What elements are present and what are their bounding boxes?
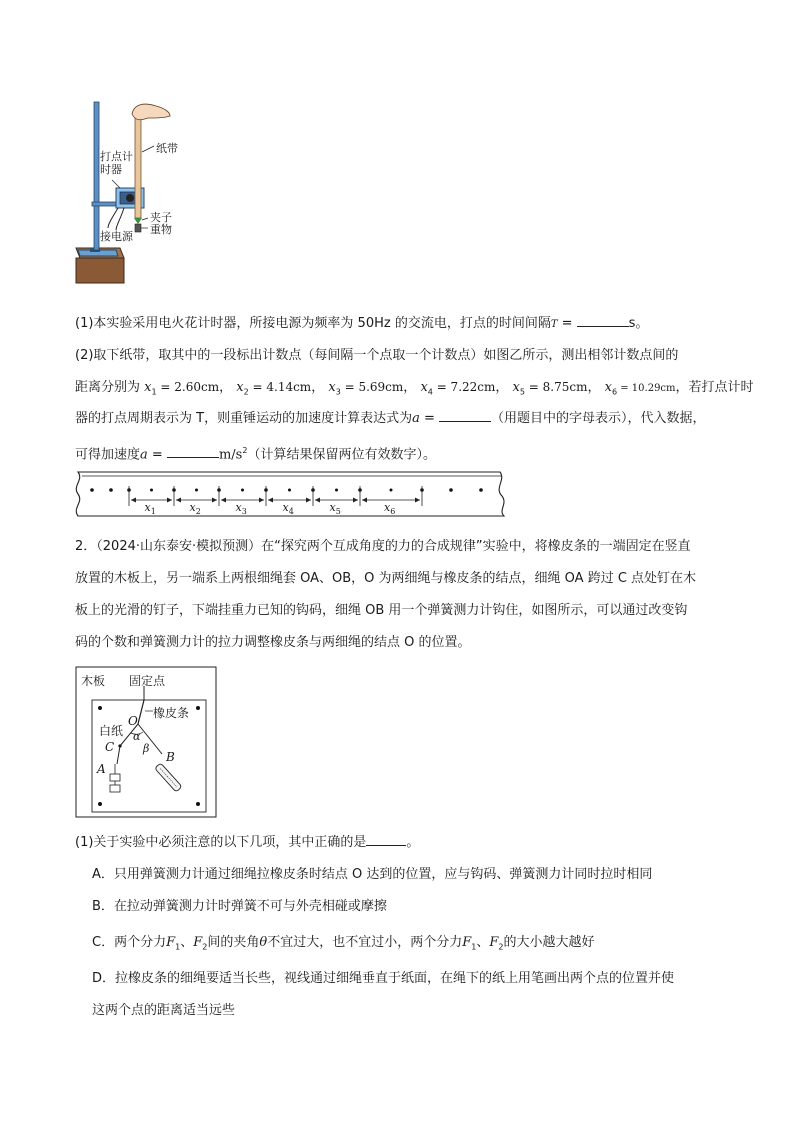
- q1-part2-line3-suffix: （用题目中的字母表示），代入数据，: [491, 411, 706, 426]
- tape-span-subscript: 4: [288, 507, 294, 517]
- fixed-point-label: 固定点: [129, 674, 166, 688]
- timer-label-1: 打点计: [100, 150, 133, 163]
- option-c-prefix: C．两个分力: [92, 935, 167, 950]
- distance-symbol: x: [144, 380, 152, 395]
- answer-blank-acceleration[interactable]: [167, 445, 219, 458]
- tape-dot: [449, 488, 453, 492]
- beta-label: β: [143, 742, 150, 755]
- distance-subscript: 5: [519, 387, 525, 397]
- accel-unit-sup: 2: [242, 446, 248, 455]
- distance-symbol: x: [512, 380, 520, 395]
- tape-span-subscript: 5: [335, 507, 341, 517]
- clip-label: 夹子: [150, 211, 172, 224]
- tape-dot: [390, 489, 393, 492]
- tape-span-subscript: 1: [150, 507, 156, 517]
- distance-separator: ，: [587, 380, 605, 395]
- paper-label: 白纸: [99, 724, 124, 738]
- option-c-sep: 、: [180, 935, 194, 950]
- tape-span-subscript: 3: [241, 507, 247, 517]
- distance-item: [513, 380, 588, 395]
- tape-span-subscript: 2: [195, 507, 201, 517]
- tape-span-symbol: x: [189, 501, 196, 514]
- q1-part2-line1: (2)取下纸带，取其中的一段标出计数点（每间隔一个点取一个计数点）如图乙所示，测出相邻计数点间的: [75, 348, 679, 363]
- q1-part2-line4: 可得加速度$a = m/s^2$（计算结果保留两位有效数字）。: [75, 446, 436, 463]
- force-F1-sub: 1: [175, 942, 181, 952]
- distance-item: [420, 380, 495, 395]
- q2-line4: 码的个数和弹簧测力计的拉力调整橡皮条与两细绳的结点 O 的位置。: [75, 635, 471, 650]
- option-c[interactable]: [92, 933, 594, 958]
- tape-span-label: [384, 501, 395, 516]
- q1-part1: [75, 314, 648, 335]
- distance-item: [144, 380, 219, 395]
- var-a: a: [412, 411, 420, 426]
- point-A-label: A: [97, 762, 106, 776]
- tape-dot: [335, 489, 338, 492]
- q1-eq: =: [557, 316, 577, 331]
- option-b[interactable]: B．在拉动弹簧测力计时弹簧不可与外壳相碰或摩擦: [92, 899, 387, 914]
- distance-subscript: 3: [335, 387, 341, 397]
- distance-list: [144, 380, 675, 395]
- q2-sub-question: [75, 833, 419, 853]
- q1-part2-line2: [75, 377, 754, 403]
- tape-label: 纸带: [156, 142, 178, 155]
- q1-unit: s。: [628, 316, 649, 331]
- apparatus-drawing: [72, 100, 212, 285]
- force-board-figure: [75, 666, 217, 818]
- tape-span-subscript: 6: [390, 507, 396, 517]
- q2-line1: 2．（2024·山东泰安·模拟预测）在“探究两个互成角度的力的合成规律”实验中，将橡皮条的一端固定在竖直: [75, 539, 691, 554]
- distance-separator: ，: [495, 380, 513, 395]
- distance-separator: ，: [403, 380, 421, 395]
- tape-span-symbol: x: [235, 501, 242, 514]
- q2-line2: 放置的木板上，另一端系上两根细绳套 OA、OB，O 为两细绳与橡皮条的结点，细绳 OA 跨过 C 点处钉在木: [75, 571, 697, 586]
- q2-sub-question-text: (1)关于实验中必须注意的以下几项，其中正确的是: [75, 835, 367, 850]
- distance-symbol: x: [328, 380, 336, 395]
- answer-blank-expression[interactable]: [439, 409, 491, 422]
- tape-dot: [288, 489, 291, 492]
- distance-separator: ，: [219, 380, 237, 395]
- distance-value: = 5.69cm: [340, 380, 404, 394]
- var-a-2: a: [140, 447, 148, 463]
- option-c-sep-b: 、: [476, 935, 490, 950]
- tape-figure: [74, 468, 514, 524]
- q2-line3: 板上的光滑的钉子，下端挂重力已知的钩码，细绳 OB 用一个弹簧测力计钩住，如图所示，可以通过改变钩: [75, 603, 688, 618]
- force-F1: F: [166, 935, 176, 950]
- distance-subscript: 1: [151, 387, 157, 397]
- q1-part2-line4-suffix: （计算结果保留两位有效数字）。: [247, 447, 436, 463]
- q1-part2-line2-suffix: ，若打点计时: [675, 380, 754, 395]
- option-a[interactable]: A．只用弹簧测力计通过细绳拉橡皮条时结点 O 达到的位置，应与钩码、弹簧测力计同时拉时相同: [92, 867, 653, 882]
- distance-item: [236, 380, 311, 395]
- angle-theta: θ: [259, 935, 268, 950]
- q1-part2-line3-prefix: 器的打点周期表示为 T，则重锤运动的加速度计算表达式为: [75, 411, 413, 426]
- distance-symbol: x: [236, 380, 244, 395]
- tape-span-label: [283, 501, 294, 516]
- tape-span-symbol: x: [384, 501, 391, 514]
- distance-separator: ，: [311, 380, 329, 395]
- q2-sub-question-end: 。: [406, 835, 420, 850]
- point-O-label: O: [128, 714, 138, 728]
- option-c-mid: 间的夹角: [207, 935, 260, 950]
- tape-span-label: [236, 501, 247, 516]
- board-label: 木板: [81, 674, 106, 688]
- distance-item: [328, 380, 403, 395]
- distance-value: = 4.14cm: [248, 380, 312, 394]
- q1-part2-line3: 器的打点周期表示为 T，则重锤运动的加速度计算表达式为a = （用题目中的字母表示），代入数据，: [75, 411, 706, 426]
- distance-value: = 7.22cm: [432, 380, 496, 394]
- tape-dot: [109, 488, 113, 492]
- answer-blank-choice[interactable]: [366, 833, 406, 846]
- apparatus-figure: [72, 100, 212, 285]
- option-c-end: 的大小越大越好: [503, 935, 595, 950]
- distance-symbol: x: [420, 380, 428, 395]
- tape-dot: [241, 489, 244, 492]
- force-F1-b: F: [462, 935, 472, 950]
- q1-part2-line2-prefix: 距离分别为: [75, 380, 141, 395]
- distance-subscript: 4: [427, 387, 433, 397]
- q1-part2-line4-prefix: 可得加速度: [75, 447, 141, 463]
- tape-span-label: [145, 501, 156, 516]
- option-d-line1[interactable]: D．拉橡皮条的细绳要适当长些，视线通过细绳垂直于纸面，在绳下的纸上用笔画出两个点的位置并使: [92, 971, 675, 986]
- tape-drawing: [74, 468, 514, 524]
- distance-value: = 10.29cm: [617, 383, 676, 394]
- timer-label-2: 时器: [100, 163, 122, 176]
- force-F2-b: F: [489, 935, 499, 950]
- tape-span-symbol: x: [282, 501, 289, 514]
- power-label: 接电源: [100, 230, 133, 243]
- distance-symbol: x: [604, 380, 612, 395]
- option-c-mid2: 不宜过大，也不宜过小，两个分力: [267, 935, 463, 950]
- tape-span-label: [190, 501, 201, 516]
- distance-value: = 8.75cm: [524, 380, 588, 394]
- tape-span-symbol: x: [144, 501, 151, 514]
- tape-dot: [195, 489, 198, 492]
- tape-dot: [479, 488, 483, 492]
- force-F2: F: [193, 935, 203, 950]
- distance-value: = 2.60cm: [156, 380, 220, 394]
- point-C-label: C: [105, 740, 115, 754]
- force-F1-b-sub: 1: [471, 942, 477, 952]
- q1-part1-prefix: (1)本实验采用电火花计时器，所接电源为频率为 50Hz 的交流电，打点的时间间隔: [75, 316, 551, 331]
- alpha-label: α: [133, 730, 141, 743]
- distance-item: [605, 380, 676, 395]
- force-F2-sub: 2: [202, 942, 208, 952]
- q1-var-T: T: [550, 319, 558, 330]
- rubber-label: 橡皮条: [153, 706, 190, 720]
- tape-span-symbol: x: [329, 501, 336, 514]
- tape-dot: [90, 488, 94, 492]
- accel-unit: m/s: [218, 447, 243, 463]
- distance-subscript: 6: [611, 387, 618, 397]
- answer-blank-T[interactable]: [577, 314, 629, 327]
- tape-span-label: [330, 501, 341, 516]
- distance-subscript: 2: [243, 387, 249, 397]
- weight-label: 重物: [150, 223, 172, 236]
- force-F2-b-sub: 2: [498, 942, 504, 952]
- tape-dot: [150, 489, 153, 492]
- option-d-line2[interactable]: 这两个点的距离适当远些: [92, 1003, 236, 1018]
- point-B-label: B: [166, 750, 175, 764]
